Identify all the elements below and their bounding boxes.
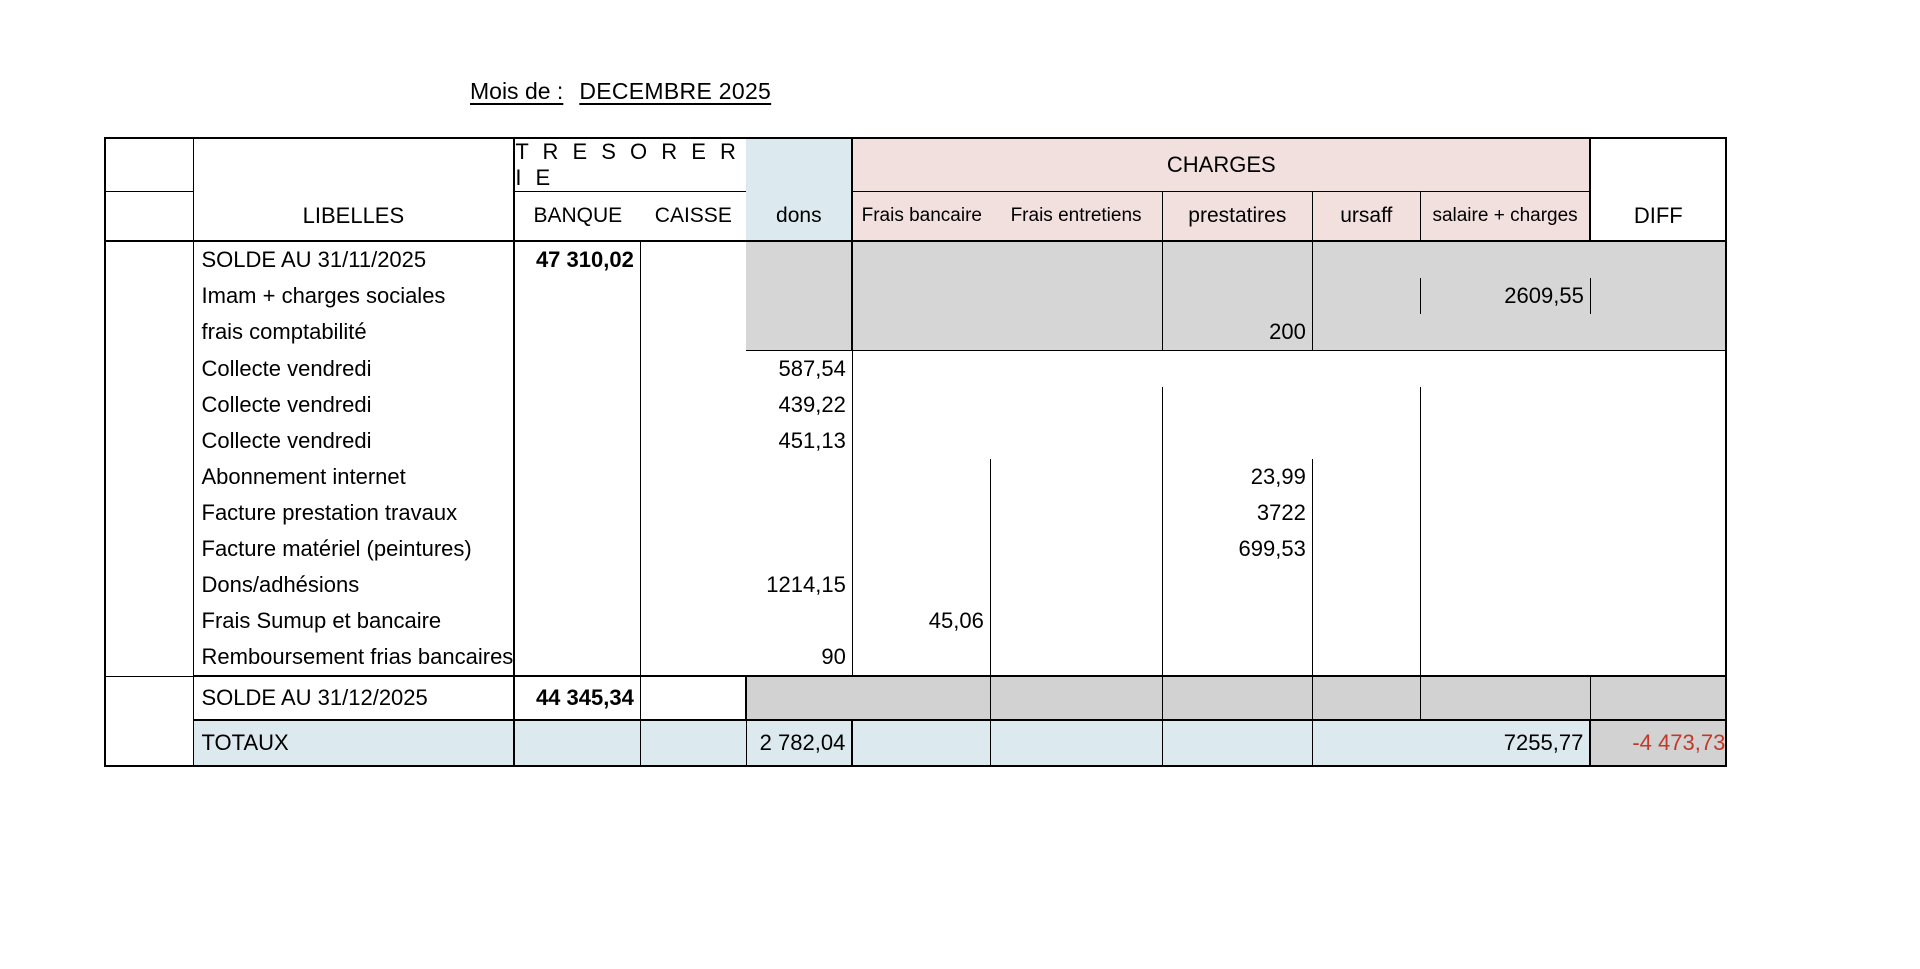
row-frais-bancaire [852,241,990,278]
table-row [105,603,1726,639]
month-title [470,78,771,105]
row-frais-entretiens [990,567,1162,603]
totaux-caisse [640,720,746,766]
row-banque [514,351,640,388]
row-prestatires [1162,241,1312,278]
row-dons [746,603,852,639]
row-diff [1590,278,1726,314]
row-diff [1590,639,1726,676]
row-libelle: frais comptabilité [193,314,514,351]
row-libelle: Imam + charges sociales [193,278,514,314]
row-salaire-charges [1420,531,1590,567]
header-blank [105,192,193,242]
row-diff [1590,531,1726,567]
solde-salaire-charges [1420,676,1590,720]
row-salaire-charges [1420,495,1590,531]
row-salaire-charges [1420,603,1590,639]
table-row [105,241,1726,278]
header-prestatires: prestatires [1162,192,1312,242]
group-header-tresorerie: T R E S O R E R I E [514,138,746,192]
row-diff [1590,495,1726,531]
row-blank [105,495,193,531]
totaux-diff: -4 473,73 [1590,720,1726,766]
row-diff [1590,351,1726,388]
solde-libelle: SOLDE AU 31/12/2025 [193,676,514,720]
table-row [105,495,1726,531]
solde-frais-bancaire [852,676,990,720]
row-frais-entretiens [990,241,1162,278]
row-prestatires: 3722 [1162,495,1312,531]
row-prestatires [1162,387,1312,423]
table-row [105,423,1726,459]
row-ursaff [1312,495,1420,531]
row-salaire-charges [1420,387,1590,423]
row-diff [1590,459,1726,495]
row-frais-bancaire [852,567,990,603]
row-libelle: Remboursement frias bancaires [193,639,514,676]
row-libelle: Dons/adhésions [193,567,514,603]
row-banque [514,639,640,676]
row-ursaff [1312,423,1420,459]
row-salaire-charges [1420,351,1590,388]
row-caisse [640,314,746,351]
row-libelle: Collecte vendredi [193,351,514,388]
row-salaire-charges [1420,423,1590,459]
row-frais-bancaire [852,531,990,567]
row-caisse [640,423,746,459]
row-libelle: SOLDE AU 31/11/2025 [193,241,514,278]
row-frais-entretiens [990,531,1162,567]
row-caisse [640,531,746,567]
row-caisse [640,351,746,388]
row-frais-entretiens [990,278,1162,314]
row-libelle: Facture matériel (peintures) [193,531,514,567]
solde-frais-entretiens [990,676,1162,720]
row-caisse [640,603,746,639]
solde-diff [1590,676,1726,720]
table-row [105,459,1726,495]
row-caisse [640,278,746,314]
row-dons [746,495,852,531]
row-banque [514,567,640,603]
row-caisse [640,459,746,495]
row-salaire-charges [1420,314,1590,351]
row-prestatires [1162,603,1312,639]
row-dons [746,531,852,567]
row-dons [746,241,852,278]
totaux-banque [514,720,640,766]
row-frais-bancaire [852,278,990,314]
table-row [105,278,1726,314]
group-header-diff-spacer [1590,138,1726,192]
row-blank [105,459,193,495]
row-frais-entretiens [990,351,1162,388]
row-banque [514,423,640,459]
totaux-ursaff [1312,720,1420,766]
row-ursaff [1312,351,1420,388]
totals-row [105,720,1726,766]
row-libelle: Collecte vendredi [193,423,514,459]
row-diff [1590,387,1726,423]
totaux-prestatires [1162,720,1312,766]
row-caisse [640,495,746,531]
solde-ursaff [1312,676,1420,720]
row-banque [514,387,640,423]
row-blank [105,603,193,639]
row-ursaff [1312,531,1420,567]
header-ursaff: ursaff [1312,192,1420,242]
group-header-row [105,138,1726,192]
header-frais-entretiens: Frais entretiens [990,192,1162,242]
header-diff: DIFF [1590,192,1726,242]
row-ursaff [1312,567,1420,603]
row-frais-bancaire [852,639,990,676]
row-frais-bancaire [852,351,990,388]
row-ursaff [1312,459,1420,495]
row-frais-entretiens [990,459,1162,495]
row-frais-bancaire [852,423,990,459]
row-frais-entretiens [990,603,1162,639]
row-libelle: Facture prestation travaux [193,495,514,531]
row-ursaff [1312,241,1420,278]
solde-prestatires [1162,676,1312,720]
row-prestatires [1162,278,1312,314]
solde-blank [105,676,193,720]
row-ursaff [1312,278,1420,314]
row-libelle: Abonnement internet [193,459,514,495]
row-diff [1590,567,1726,603]
row-dons [746,459,852,495]
row-dons [746,314,852,351]
row-dons: 90 [746,639,852,676]
solde-dons [746,676,852,720]
row-caisse [640,639,746,676]
header-dons: dons [746,192,852,242]
totaux-frais-bancaire [852,720,990,766]
row-frais-bancaire [852,459,990,495]
row-salaire-charges: 2609,55 [1420,278,1590,314]
corner-blank-cell [105,138,193,192]
libelles-group-blank [193,138,514,192]
row-caisse [640,241,746,278]
row-ursaff [1312,603,1420,639]
row-frais-entretiens [990,423,1162,459]
table-row [105,531,1726,567]
totaux-blank [105,720,193,766]
solde-caisse [640,676,746,720]
row-banque [514,603,640,639]
row-blank [105,531,193,567]
row-dons [746,278,852,314]
month-label: Mois de : [470,78,564,104]
row-dons: 439,22 [746,387,852,423]
row-banque [514,495,640,531]
header-caisse: CAISSE [640,192,746,242]
row-prestatires: 200 [1162,314,1312,351]
table-row [105,351,1726,388]
row-blank [105,278,193,314]
row-prestatires [1162,423,1312,459]
solde-banque: 44 345,34 [514,676,640,720]
row-ursaff [1312,314,1420,351]
row-frais-entretiens [990,495,1162,531]
group-header-charges: CHARGES [852,138,1590,192]
row-diff [1590,423,1726,459]
row-prestatires [1162,351,1312,388]
header-frais-bancaire: Frais bancaire [852,192,990,242]
row-prestatires: 699,53 [1162,531,1312,567]
row-banque: 47 310,02 [514,241,640,278]
header-libelles: LIBELLES [193,192,514,242]
row-frais-entretiens [990,639,1162,676]
table-row [105,639,1726,676]
row-prestatires [1162,567,1312,603]
row-prestatires: 23,99 [1162,459,1312,495]
accounting-table [104,137,1727,767]
row-frais-bancaire [852,314,990,351]
row-banque [514,531,640,567]
table-row [105,387,1726,423]
row-ursaff [1312,639,1420,676]
row-frais-bancaire [852,495,990,531]
header-salaire-charges: salaire + charges [1420,192,1590,242]
row-frais-entretiens [990,387,1162,423]
totaux-libelle: TOTAUX [193,720,514,766]
row-prestatires [1162,639,1312,676]
row-dons: 1214,15 [746,567,852,603]
row-blank [105,567,193,603]
column-header-row [105,192,1726,242]
closing-balance-row [105,676,1726,720]
row-blank [105,351,193,388]
row-blank [105,639,193,676]
totaux-frais-entretiens [990,720,1162,766]
row-frais-bancaire: 45,06 [852,603,990,639]
row-banque [514,459,640,495]
table-row [105,314,1726,351]
row-blank [105,423,193,459]
row-diff [1590,314,1726,351]
row-blank [105,387,193,423]
row-dons: 587,54 [746,351,852,388]
row-diff [1590,241,1726,278]
row-blank [105,241,193,278]
row-diff [1590,603,1726,639]
group-header-dons-spacer [746,138,852,192]
row-caisse [640,567,746,603]
row-libelle: Frais Sumup et bancaire [193,603,514,639]
row-salaire-charges [1420,639,1590,676]
row-frais-entretiens [990,314,1162,351]
row-banque [514,278,640,314]
row-frais-bancaire [852,387,990,423]
row-salaire-charges [1420,241,1590,278]
row-caisse [640,387,746,423]
row-banque [514,314,640,351]
row-salaire-charges [1420,459,1590,495]
table-row [105,567,1726,603]
totaux-dons: 2 782,04 [746,720,852,766]
header-banque: BANQUE [514,192,640,242]
row-salaire-charges [1420,567,1590,603]
totaux-salaire-charges: 7255,77 [1420,720,1590,766]
row-ursaff [1312,387,1420,423]
row-blank [105,314,193,351]
row-libelle: Collecte vendredi [193,387,514,423]
month-value: DECEMBRE 2025 [579,78,772,104]
row-dons: 451,13 [746,423,852,459]
